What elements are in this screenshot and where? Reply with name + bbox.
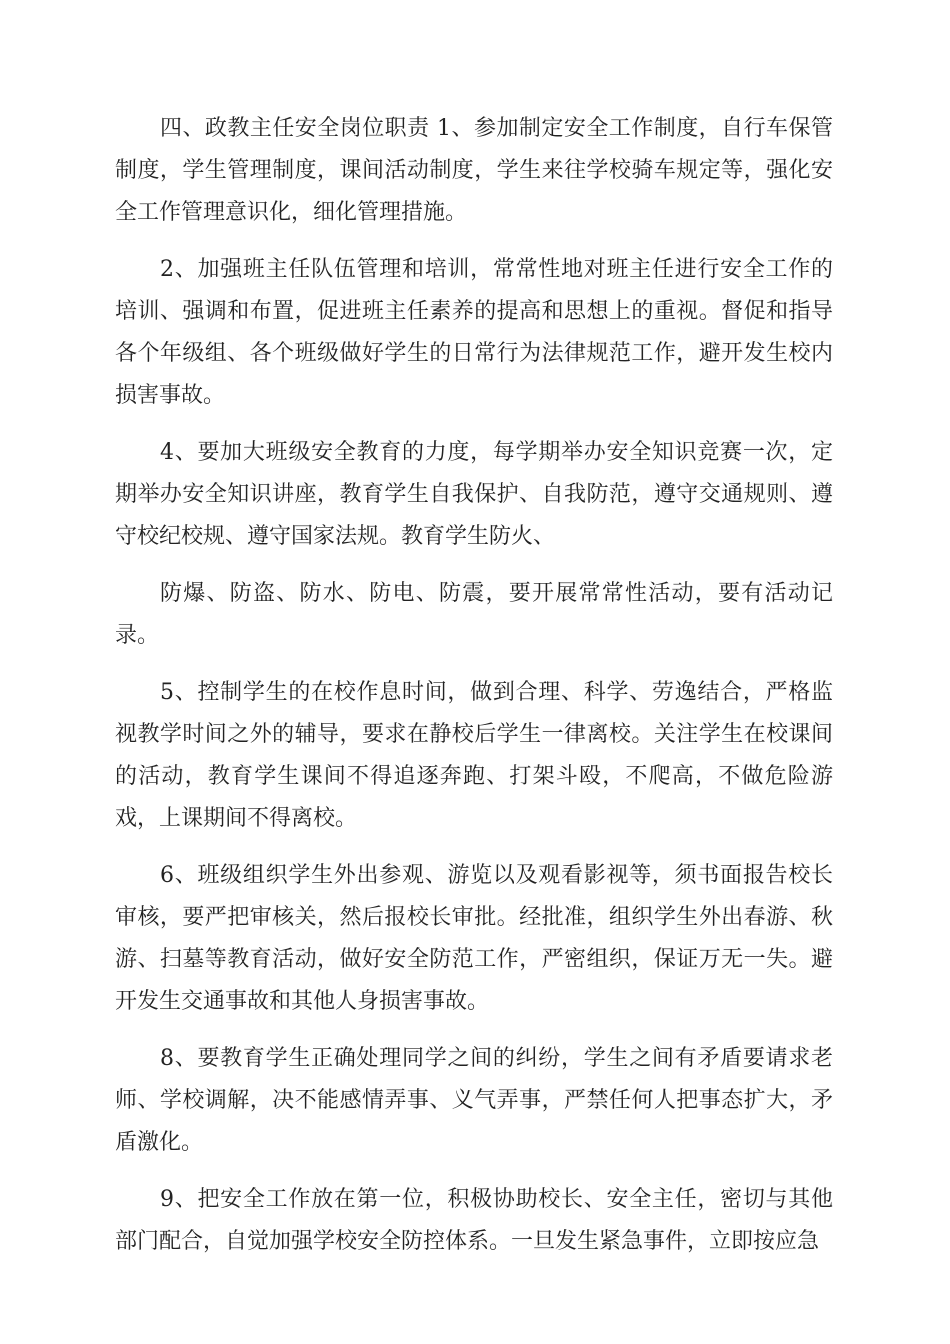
paragraph-item-2: 2、加强班主任队伍管理和培训，常常性地对班主任进行安全工作的培训、强调和布置，促进班主任素养的提高和思想上的重视。督促和指导各个年级组、各个班级做好学生的日常行为法律规范工作，避开发生校内损害事故。: [115, 257, 833, 408]
paragraph-item-5: 5、控制学生的在校作息时间，做到合理、科学、劳逸结合，严格监视教学时间之外的辅导，要求在静校后学生一律离校。关注学生在校课间的活动，教育学生课间不得追逐奔跑、打架斗殴，不爬高，不做危险游戏，上课期间不得离校。: [115, 680, 833, 831]
paragraph-item-6: 6、班级组织学生外出参观、游览以及观看影视等，须书面报告校长审核，要严把审核关，然后报校长审批。经批准，组织学生外出春游、秋游、扫墓等教育活动，做好安全防范工作，严密组织，保证万无一失。避开发生交通事故和其他人身损害事故。: [115, 863, 833, 1014]
paragraph-duties-heading: 四、政教主任安全岗位职责 1、参加制定安全工作制度，自行车保管制度，学生管理制度，课间活动制度，学生来往学校骑车规定等，强化安全工作管理意识化，细化管理措施。: [115, 116, 833, 225]
paragraph-item-9: 9、把安全工作放在第一位，积极协助校长、安全主任，密切与其他部门配合，自觉加强学校安全防控体系。一旦发生紧急事件，立即按应急: [115, 1187, 833, 1254]
paragraph-item-4-continued: 防爆、防盗、防水、防电、防震，要开展常常性活动，要有活动记录。: [115, 581, 833, 648]
paragraph-item-8: 8、要教育学生正确处理同学之间的纠纷，学生之间有矛盾要请求老师、学校调解，决不能感情弄事、义气弄事，严禁任何人把事态扩大，矛盾激化。: [115, 1046, 833, 1155]
document-body: [115, 108, 833, 1278]
paragraph-item-4: 4、要加大班级安全教育的力度，每学期举办安全知识竞赛一次，定期举办安全知识讲座，教育学生自我保护、自我防范，遵守交通规则、遵守校纪校规、遵守国家法规。教育学生防火、: [115, 440, 833, 549]
